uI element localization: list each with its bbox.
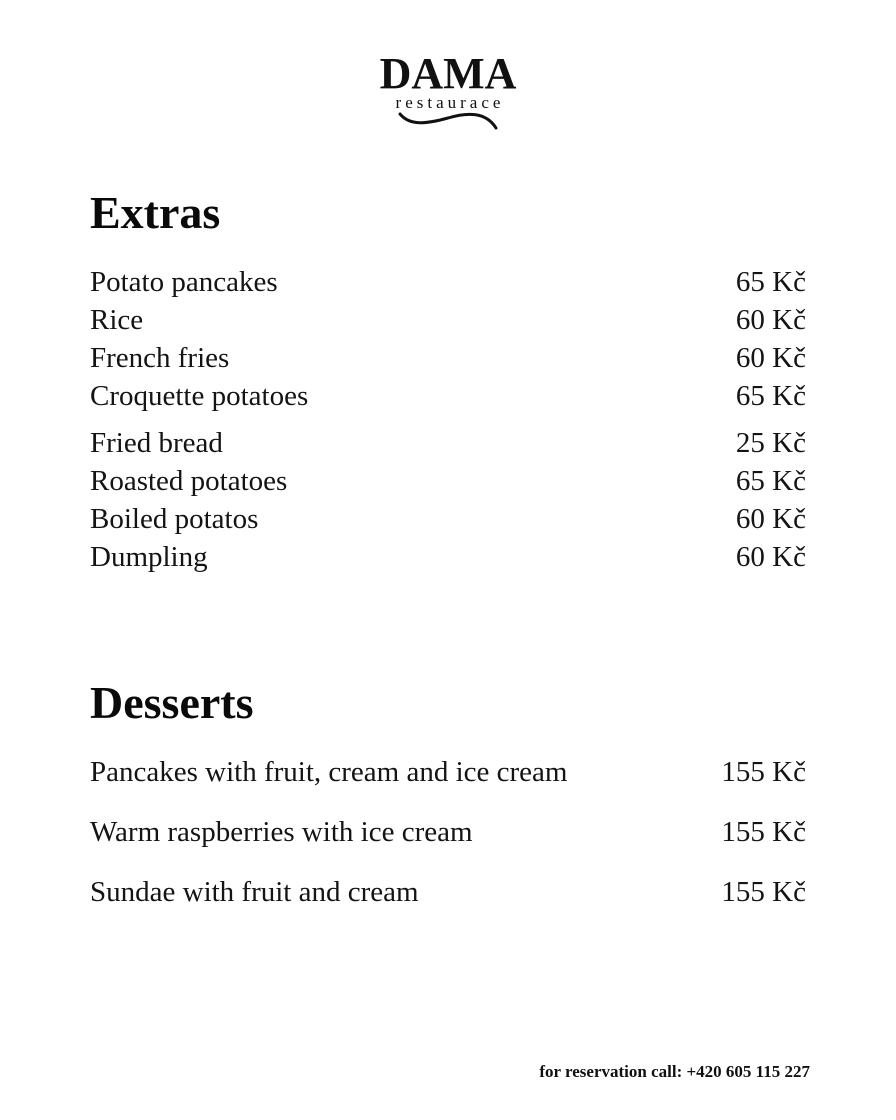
item-price: 60 Kč — [735, 502, 806, 535]
item-name: Roasted potatoes — [90, 464, 288, 497]
menu-item — [90, 341, 806, 375]
item-price: 155 Kč — [721, 815, 806, 848]
item-price: 155 Kč — [721, 755, 806, 788]
menu-item — [90, 303, 806, 337]
item-name: Dumpling — [90, 540, 208, 573]
desserts-section — [90, 678, 806, 918]
item-price: 65 Kč — [735, 379, 806, 412]
menu-item — [90, 379, 806, 413]
menu-item — [90, 755, 806, 789]
item-name: Boiled potatos — [90, 502, 259, 535]
item-name: Potato pancakes — [90, 265, 278, 298]
item-name: Warm raspberries with ice cream — [90, 815, 473, 848]
item-name: Rice — [90, 303, 144, 336]
menu-item — [90, 464, 806, 498]
menu-item — [90, 265, 806, 299]
item-price: 60 Kč — [735, 341, 806, 374]
item-price: 65 Kč — [735, 464, 806, 497]
menu-item — [90, 502, 806, 536]
item-price: 155 Kč — [721, 875, 806, 908]
logo-name: DAMA — [379, 49, 517, 98]
extras-section — [90, 188, 806, 588]
reservation-contact: for reservation call: +420 605 115 227 — [539, 1062, 810, 1081]
extras-title: Extras — [90, 187, 221, 238]
item-name: Croquette potatoes — [90, 379, 309, 412]
desserts-title: Desserts — [90, 677, 254, 728]
menu-item — [90, 426, 806, 460]
item-price: 65 Kč — [735, 265, 806, 298]
menu-item — [90, 815, 806, 849]
item-name: French fries — [90, 341, 230, 374]
restaurant-logo — [360, 49, 536, 136]
item-name: Pancakes with fruit, cream and ice cream — [90, 755, 568, 788]
item-name: Fried bread — [90, 426, 223, 459]
swoosh-icon — [396, 108, 500, 134]
logo-subtitle: restaurace — [395, 93, 505, 112]
item-price: 60 Kč — [735, 540, 806, 573]
menu-item — [90, 875, 806, 909]
item-name: Sundae with fruit and cream — [90, 875, 419, 908]
item-price: 60 Kč — [735, 303, 806, 336]
menu-item — [90, 540, 806, 574]
item-price: 25 Kč — [735, 426, 806, 459]
